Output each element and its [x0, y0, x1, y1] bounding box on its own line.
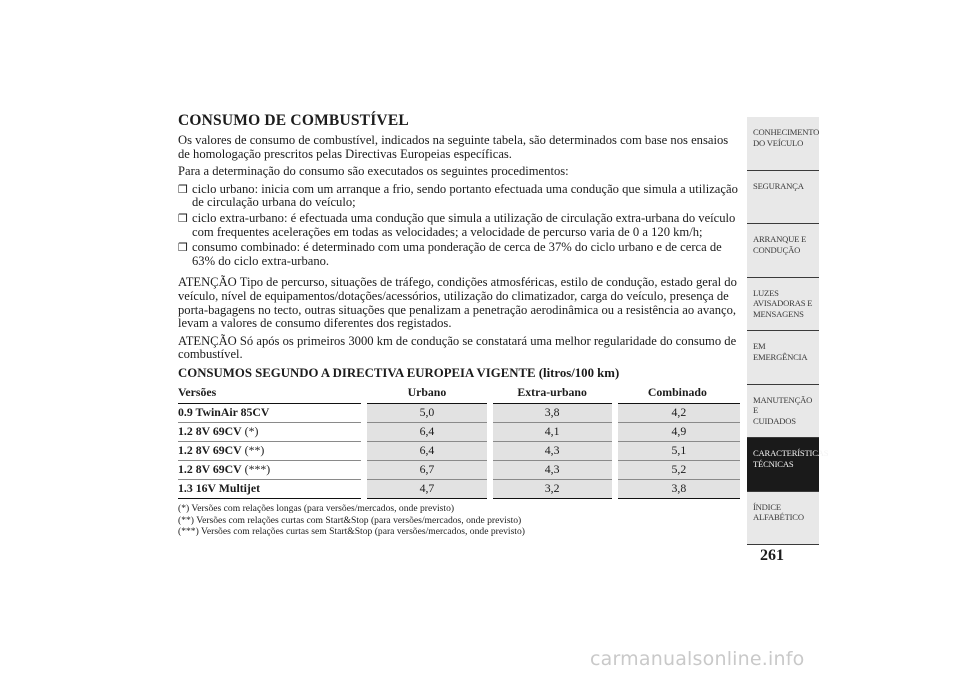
intro-paragraph: Os valores de consumo de combustível, indicados na seguinte tabela, são determinados com base nos ensaios de homologação prescritos pelas Directivas Europeias específicas.: [178, 133, 729, 161]
combinado-cell: 4,2: [615, 403, 740, 422]
table-title: CONSUMOS SEGUNDO A DIRECTIVA EUROPEIA VIGENTE (litros/100 km): [178, 365, 620, 380]
table-row: [178, 441, 740, 460]
table-row: [178, 422, 740, 441]
attention-note-1: ATENÇÃO Tipo de percurso, situações de tráfego, condições atmosféricas, estilo de condução, estado geral do veículo, nível de equipamentos/dotações/acessórios, utilização do climatizador, carga do veículo, presença de porta-bagagens no tecto, outras situações que penalizam a penetração aerodinâmica ou a resistência ao avanço, levam a valores de consumo diferentes dos registados.: [178, 275, 737, 331]
page-number: 261: [760, 547, 784, 564]
column-header-extra-urbano: Extra-urbano: [490, 383, 615, 404]
sidebar-tab-luzes-avisadoras[interactable]: LUZES AVISADORAS E MENSAGENS: [747, 278, 819, 332]
urbano-cell: 6,4: [364, 441, 489, 460]
sidebar-tab-arranque-e-conducao[interactable]: ARRANQUE E CONDUÇÃO: [747, 224, 819, 278]
column-header-urbano: Urbano: [364, 383, 489, 404]
column-header-combinado: Combinado: [615, 383, 740, 404]
sidebar-tab-conhecimento-do-veiculo[interactable]: CONHECIMENTO DO VEÍCULO: [747, 117, 819, 171]
urbano-cell: 6,4: [364, 422, 489, 441]
checkbox-bullet-icon: ❒: [178, 182, 188, 196]
footnote: (***) Versões com relações curtas sem Start&Stop (para versões/mercados, onde previsto): [178, 526, 525, 538]
footnote: (*) Versões com relações longas (para versões/mercados, onde previsto): [178, 502, 455, 514]
combinado-cell: 3,8: [615, 479, 740, 498]
watermark-text: carmanualsonline.info: [590, 648, 805, 670]
chapter-sidebar: [747, 117, 829, 545]
table-row: [178, 460, 740, 479]
checkbox-bullet-icon: ❒: [178, 211, 188, 225]
extra-urbano-cell: 4,3: [490, 460, 615, 479]
bullet-item: [178, 212, 738, 239]
table-header-row: [178, 383, 740, 404]
combinado-cell: 4,9: [615, 422, 740, 441]
extra-urbano-cell: 3,8: [490, 403, 615, 422]
urbano-cell: 6,7: [364, 460, 489, 479]
table-row: [178, 479, 740, 498]
column-header-versoes: Versões: [178, 383, 364, 404]
version-cell: 1.3 16V Multijet: [178, 479, 364, 498]
extra-urbano-cell: 4,1: [490, 422, 615, 441]
bullet-item: [178, 183, 738, 210]
extra-urbano-cell: 4,3: [490, 441, 615, 460]
sidebar-tab-em-emergencia[interactable]: EM EMERGÊNCIA: [747, 331, 819, 385]
version-cell: 0.9 TwinAir 85CV: [178, 403, 364, 422]
bullet-item: [178, 241, 738, 268]
sidebar-tab-indice-alfabetico[interactable]: ÍNDICE ALFABÉTICO: [747, 492, 819, 546]
version-cell: 1.2 8V 69CV (***): [178, 460, 364, 479]
combinado-cell: 5,1: [615, 441, 740, 460]
bullet-text: ciclo extra-urbano: é efectuada uma condução que simula a utilização de circulação extra-urbana do veículo com frequentes acelerações em todas as velocidades; a velocidade de percurso varia de 0 a 120 km/h;: [192, 210, 736, 239]
footnotes: [178, 503, 738, 538]
checkbox-bullet-icon: ❒: [178, 241, 188, 255]
sidebar-tab-manutencao-e-cuidados[interactable]: MANUTENÇÃO E CUIDADOS: [747, 385, 819, 439]
version-cell: 1.2 8V 69CV (**): [178, 441, 364, 460]
attention-note-2: ATENÇÃO Só após os primeiros 3000 km de condução se constatará uma melhor regularidade do consumo de combustível.: [178, 333, 737, 362]
version-cell: 1.2 8V 69CV (*): [178, 422, 364, 441]
footnote: (**) Versões com relações curtas com Start&Stop (para versões/mercados, onde previsto): [178, 514, 522, 526]
urbano-cell: 4,7: [364, 479, 489, 498]
consumption-table: [178, 383, 740, 499]
bullet-text: ciclo urbano: inicia com um arranque a frio, sendo portanto efectuada uma condução que simula a utilização de circulação urbana do veículo;: [192, 181, 738, 210]
table-row: [178, 403, 740, 422]
sidebar-tab-seguranca[interactable]: SEGURANÇA: [747, 171, 819, 225]
sidebar-tab-caracteristicas-tecnicas[interactable]: CARACTERÍSTICAS TÉCNICAS: [747, 438, 819, 492]
bullet-text: consumo combinado: é determinado com uma ponderação de cerca de 37% do ciclo urbano e de cerca de 63% do ciclo extra-urbano.: [192, 240, 722, 268]
urbano-cell: 5,0: [364, 403, 489, 422]
combinado-cell: 5,2: [615, 460, 740, 479]
procedures-intro: Para a determinação do consumo são executados os seguintes procedimentos:: [178, 164, 569, 179]
page-title: CONSUMO DE COMBUSTÍVEL: [178, 112, 409, 129]
page-content: [178, 112, 738, 538]
extra-urbano-cell: 3,2: [490, 479, 615, 498]
